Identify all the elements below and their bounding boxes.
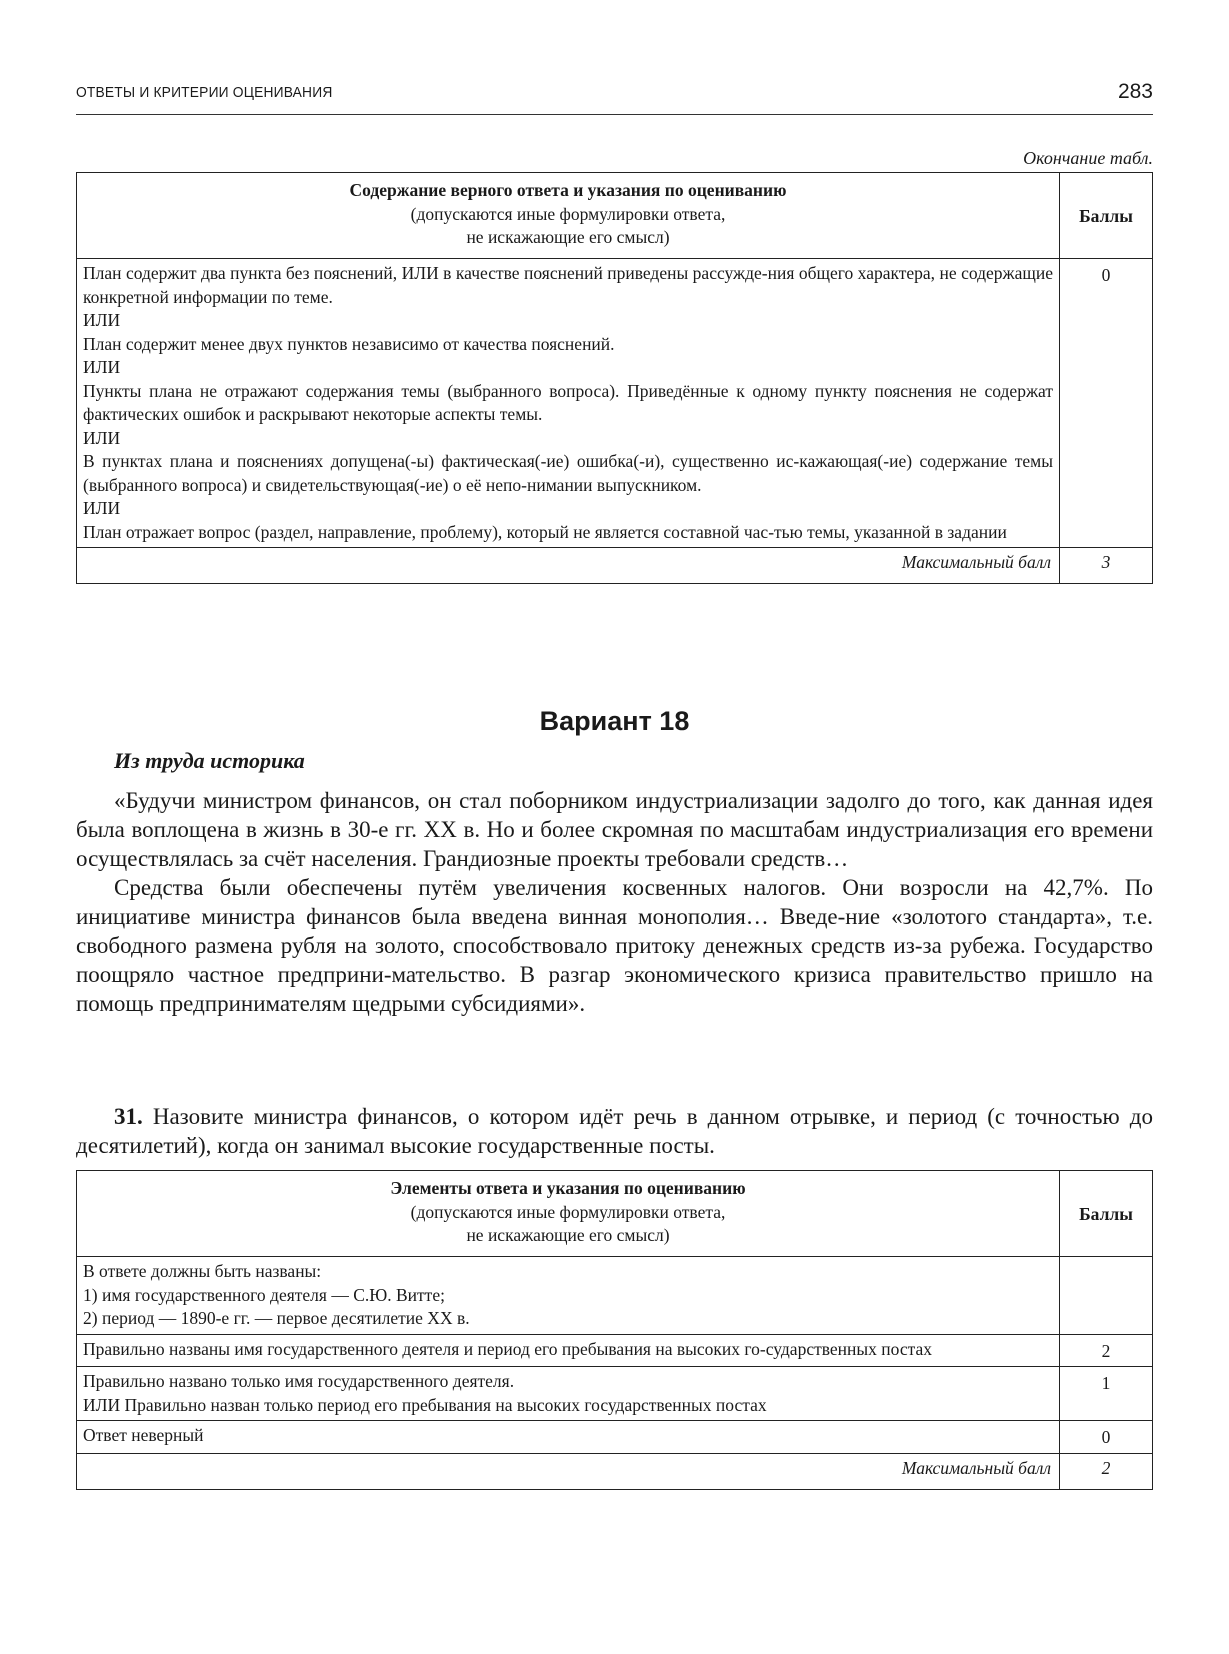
max-score-row (77, 548, 1153, 584)
criteria-line: Правильно названо только имя государственного деятеля. (83, 1371, 515, 1391)
question-text-block (76, 1102, 1153, 1160)
or-separator: ИЛИ (83, 498, 121, 518)
max-score-value: 2 (1060, 1453, 1153, 1489)
answer-criteria-table (76, 1170, 1153, 1490)
score-cell: 0 (1060, 259, 1153, 548)
max-score-label: Максимальный балл (77, 548, 1060, 584)
criteria-line: ИЛИ Правильно назван только период его пребывания на высоких государственных постах (83, 1394, 767, 1415)
or-separator: ИЛИ (83, 357, 121, 377)
score-cell: 0 (1060, 1421, 1153, 1454)
or-separator: ИЛИ (83, 427, 121, 448)
criteria-line: Ответ неверный (83, 1425, 204, 1445)
score-header-cell: Баллы (1060, 173, 1153, 259)
criteria-cell (77, 1421, 1060, 1454)
question-text: Назовите министра финансов, о котором идёт речь в данном отрывке, и период (с точностью до десятилетий), когда он занимал высокие государственные посты. (76, 1104, 1154, 1158)
running-title: ОТВЕТЫ И КРИТЕРИИ ОЦЕНИВАНИЯ (76, 84, 333, 101)
criteria-line: План содержит два пункта без пояснений, ИЛИ в качестве пояснений приведены рассужде-ния общего характера, не содержащие конкретной информации по теме. (83, 263, 1053, 307)
historian-passage (76, 786, 1153, 1018)
header-line-2: (допускаются иные формулировки ответа, (410, 203, 726, 224)
answer-elements-row (77, 1257, 1153, 1335)
criteria-line: План отражает вопрос (раздел, направление, проблему), который не является составной час-тью темы, указанной в задании (83, 521, 1007, 542)
criteria-line: Пункты плана не отражают содержания темы (выбранного вопроса). Приведённые к одному пункту пояснения не содержат фактических ошибок и раскрывают некоторые аспекты темы. (83, 380, 1053, 424)
source-title: Из труда историка (114, 748, 305, 773)
score-cell: 1 (1060, 1367, 1153, 1421)
score-header-cell: Баллы (1060, 1171, 1153, 1257)
table-header-row (77, 1171, 1153, 1257)
table-row (77, 1421, 1153, 1454)
max-score-label: Максимальный балл (77, 1453, 1060, 1489)
header-line-1: Элементы ответа и указания по оцениванию (390, 1178, 746, 1199)
header-line-3: не искажающие его смысл) (466, 227, 670, 248)
max-score-value: 3 (1060, 548, 1153, 584)
header-line-2: (допускаются иные формулировки ответа, (410, 1201, 726, 1222)
max-score-row (77, 1453, 1153, 1489)
table-row (77, 259, 1153, 548)
variant-title: Вариант 18 (539, 706, 690, 736)
answer-elements-cell (77, 1257, 1060, 1335)
answer-element-line: 2) период — 1890-е гг. — первое десятилетие XX в. (83, 1308, 470, 1328)
criteria-cell (77, 1367, 1060, 1421)
criteria-line: В пунктах плана и пояснениях допущена(-ы) фактическая(-ие) ошибка(-и), существенно ис-кажающая(-ие) содержание темы (выбранного вопроса) и свидетельствующая(-ие) о её непо-нимании выпускником. (83, 451, 1053, 495)
running-header (76, 80, 1153, 110)
or-separator: ИЛИ (83, 310, 121, 330)
header-line-1: Содержание верного ответа и указания по оцениванию (349, 180, 787, 201)
content-header-cell (77, 173, 1060, 259)
elements-header-cell (77, 1171, 1060, 1257)
question-31 (76, 1102, 1153, 1160)
criteria-cell (77, 259, 1060, 548)
passage-paragraph: «Будучи министром финансов, он стал поборником индустриализации задолго до того, как данная идея была воплощена в жизнь в 30-е гг. XX в. Но и более скромная по масштабам индустриализация его времени осуществлялась за счёт населения. Грандиозные проекты требовали средств… (76, 788, 1153, 871)
criteria-line: Правильно названы имя государственного деятеля и период его пребывания на высоких го-сударственных постах (83, 1338, 932, 1359)
score-cell: 2 (1060, 1334, 1153, 1367)
criteria-cell (77, 1334, 1060, 1367)
question-number: 31. (114, 1104, 143, 1129)
answer-element-line: 1) имя государственного деятеля — С.Ю. Витте; (83, 1284, 445, 1305)
passage-paragraph: Средства были обеспечены путём увеличения косвенных налогов. Они возросли на 42,7%. По инициативе министра финансов была введена винная монополия… Введе-ние «золотого стандарта», т.е. свободного размена рубля на золото, способствовало притоку денежных средств из-за рубежа. Государство поощряло частное предприни-мательство. В разгар экономического кризиса правительство пришло на помощь предпринимателям щедрыми субсидиями». (76, 875, 1153, 1016)
criteria-line: План содержит менее двух пунктов независимо от качества пояснений. (83, 333, 615, 354)
table-row (77, 1334, 1153, 1367)
table-continuation-caption: Окончание табл. (1023, 148, 1153, 168)
header-rule (76, 114, 1153, 115)
table-row (77, 1367, 1153, 1421)
criteria-table-continued (76, 172, 1153, 584)
score-cell (1060, 1257, 1153, 1335)
page-number: 283 (1117, 80, 1153, 103)
answer-element-line: В ответе должны быть названы: (83, 1261, 322, 1281)
header-line-3: не искажающие его смысл) (466, 1225, 670, 1246)
table-header-row (77, 173, 1153, 259)
